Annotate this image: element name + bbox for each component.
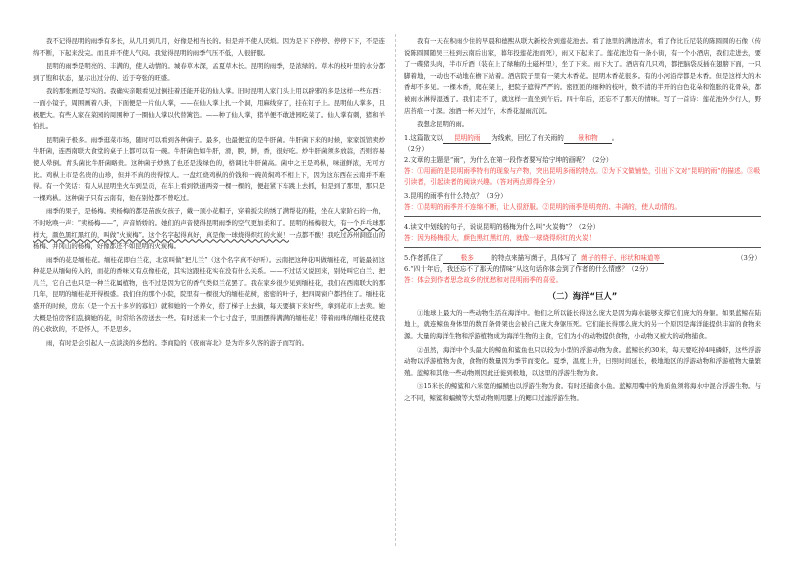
passage-paragraph bbox=[33, 206, 385, 252]
paragraph-text: 雨季的果子，是杨梅。卖杨梅的都是苗族女孩子，戴一顶小花帽子，穿着扳尖的绣了满帮花的鞋，坐在人家阶石的一角，不时吆唤一声：“卖杨梅——”，声音娇娇的。她们的声音使得昆明雨季的空气更加柔和了。昆明的杨梅很大， bbox=[33, 207, 385, 227]
question-text: 。 bbox=[611, 133, 619, 142]
right-column bbox=[404, 36, 761, 407]
question-text: 5.作者抓住了 bbox=[404, 253, 444, 262]
question-text: 6.“四十年后，我还忘不了那天的情味”从这句话你体会到了作者的什么情感？（2分） bbox=[404, 264, 653, 273]
answer-blank: 景和物 bbox=[564, 134, 612, 144]
passage-paragraph bbox=[33, 135, 385, 205]
answer-text: 体会到作者思念故乡的忧愁和对昆明雨季的喜爱。 bbox=[417, 275, 563, 284]
section-title: （二）海洋“巨人” bbox=[547, 290, 618, 301]
paragraph-text: 一点都不酸！我吃过苏州洞庭山的杨梅、井冈山的杨梅，好像都还不如昆明的火炭梅。 bbox=[33, 230, 385, 251]
answer-label: 答： bbox=[404, 166, 418, 175]
answer-2 bbox=[404, 166, 761, 188]
left-column bbox=[33, 36, 385, 351]
question-3 bbox=[404, 191, 761, 202]
answer-3 bbox=[404, 202, 761, 213]
answer-label: 答： bbox=[404, 275, 418, 284]
paragraph-text: 我的那张画是写实的。我确实亲眼看见过倒挂着还能开花的仙人掌。旧时昆明人家门头上用以辟邪的多是这样一些东西：一面小镜子，周围画着八卦，下面便是一片仙人掌，——在仙人掌上扎一个洞，用麻线穿了，挂在钉子上。昆明仙人掌多，且极肥大。有些人家在菜园的周围种了一圈仙人掌以代替篱笆。——种了仙人掌，猪羊便不敢进园吃菜了。仙人掌有刺，猪和羊怕扎。 bbox=[33, 87, 385, 131]
column-divider bbox=[395, 34, 396, 546]
right-intro bbox=[404, 36, 761, 131]
paragraph-text: 我不记得昆明的雨季有多长，从几月到几月，好像是相当长的。但是并不使人厌烦。因为是下下停停、停停下下，不是连绵不断，下起来没完。而且并不使人气闷。我觉得昆明的雨季气压不低，人很舒服。 bbox=[33, 37, 385, 57]
section-paragraphs bbox=[404, 308, 761, 405]
passage-paragraph: 我有一天在积雨少住的早晨和德熙从联大新校舍到莲花池去。看了池里的满池清水，看了作比丘尼装的陈圆圆的石像（传说陈圆圆随吴三桂到云南后出家，暮年投莲花池而死），雨又下起来了。莲花池边有一条小街，有一个小酒店，我们走进去，要了一碟猪头肉，半市斤酒（装在上了绿釉的土磁杯里），坐了下来。雨下大了。酒店有几只鸡，都把脑袋反插在翅膀下面，一只脚着地，一动也不动地在檐下站着。酒店院子里有一架大木香花。昆明木香花很多。有的小河沿岸都是木香。但是这样大的木香却不多见。一棵木香，爬在架上，把院子遮得严严的。密匝匝的细种的枝叶，数不清的半开的白色花朵和饱胀的花骨朵，都被雨水淋得湿透了。我们走不了，就这样一直坐到午后。四十年后，还忘不了那天的情味。写了一首诗：莲花池外少行人，野店苔痕一寸深。浊酒一杯天过午，木香花湿雨沉沉。 bbox=[404, 37, 761, 115]
passage-paragraph bbox=[33, 36, 385, 59]
question-5 bbox=[404, 253, 761, 264]
question-1 bbox=[404, 133, 761, 155]
passage-paragraph bbox=[33, 86, 385, 132]
question-2 bbox=[404, 155, 761, 166]
passage-paragraph bbox=[33, 255, 385, 336]
paragraph-text: 昆明的雨季是明亮的、丰满的，使人动情的。城春草木深，孟夏草木长。昆明的雨季，是浓绿的。草木的枝叶里的水分都到了饱和状态，显示出过分的、近于夸张的旺盛。 bbox=[33, 62, 385, 82]
answer-blank: 极多 bbox=[443, 254, 491, 264]
answer-text: ①用画的是昆明雨季特有的现象与产物，突出昆明多雨的特点。②为下文做铺垫，引出下文对“昆明的雨”的描述。③吸引读者，引起读者的阅读兴趣。（答对两点即得全分） bbox=[404, 166, 761, 186]
question-text: 为线索，回忆了有关雨的 bbox=[491, 133, 564, 142]
answer-line bbox=[404, 216, 761, 217]
paragraph-text: 昆明菌子极多。雨季逛菜市场，随时可以看到各种菌子。最多，也最便宜的是牛肝菌。牛肝菌下来的时候，家家饭馆卖炒牛肝菌，连西南联大食堂的桌子上都可以有一碗。牛肝菌色如牛肝，滑，腴，鲜，香，很好吃。炒牛肝菌须多放蒜，否则容易使人晕倒。青头菌比牛肝菌略贵。这种菌子炒熟了也还是浅绿色的，格调比牛肝菌高。菌中之王是鸡枞，味道鲜浓，无可方比。鸡枞上市是名贵的山珍，但并不真的贵得惊人。一盘红烧鸡枞的价钱和一碗黄焖鸡不相上下，因为这东西在云南并不难得。有一个笑话：有人从昆明坐火车到呈贡，在车上看到铁道两旁一棵一棵的，便赶紧下车跳上去抓，但是到了那里，那只是一棵鸡枞。这种菌子只有云南有，他在别处都不曾吃过。 bbox=[33, 135, 385, 202]
question-list bbox=[404, 133, 761, 286]
passage-paragraph: ②虽然，海洋中个头最大的鲸鱼和鲨鱼也只以较为小型的浮游动物为食。蓝鲸长约30米，每天要吃掉4吨磷虾，这些浮游动物以浮游植物为食，食物的数量因为季节而变化。夏季，温度上升，日照时间延长，极地地区的浮游动物和浮游植物大量繁殖。蓝鲸和其他一些动物则因此迁徙到极地，以这里的浮游生物为食。 bbox=[404, 345, 761, 377]
passage-paragraph: ①地球上最大的一些动物生活在海洋中。他们之所以能长得这么庞大是因为海水能够支撑它们庞大的身躯。如果蓝鲸在陆地上，就连鲸鱼身体里的数百条骨架也会被自己庞大身躯压死。它们能长得那么庞大的另一个原因是海洋能提供丰富的食物来源。大量的海洋生物和浮游植物成为海洋生物的主食，它们为小的动物提供食物，小动物又被大的动物捕食。 bbox=[404, 308, 761, 340]
question-score: （3分） bbox=[737, 253, 761, 262]
underlined-sentence: 有一个乒乓球那样大，颜色黑红黑红的，叫做“火炭梅”。这个名字起得真好，真是像一球烧得炽红的火炭！ bbox=[33, 218, 385, 239]
passage-paragraph bbox=[33, 338, 385, 350]
answer-label: 答： bbox=[404, 202, 418, 211]
question-text: 3.昆明的雨季有什么特点？（3分） bbox=[404, 191, 507, 200]
question-text: 1.这篇散文以 bbox=[404, 133, 444, 142]
paragraph-text: 雨，有时是会引起人一点淡淡的乡愁的。李商隐的《夜雨寄北》是为许多久客的游子而写的。 bbox=[46, 338, 309, 347]
answer-label: 答： bbox=[404, 233, 418, 242]
passage-paragraph: ③15米长的鲸鲨和六米宽的蝠鲼也以浮游生物为食。有时还捕食小鱼。蓝鲸用嘴中的角质鱼须将海水中混合浮游生物。与之不同，鲸鲨和蝠鲼等大型动物则用腮上的鳃口过滤浮游生物。 bbox=[404, 382, 761, 402]
answer-blank: 昆明的雨 bbox=[443, 134, 491, 144]
paragraph-text: 雨季的花是缅桂花。缅桂花即白兰花，北京叫做“把儿兰”（这个名字真不好听）。云南把这种花叫做缅桂花，可能最初这种花是从缅甸传入的，而花的香味又有点像桂花，其实这跟桂花实在没有什么关系。——不过话又说回来，别处叫它白兰、把儿兰，它自己也只是一种兰花属植物，也不过是因为它的香气类似兰花罢了。我在家乡很少见到缅桂花，我们在西南联大的那几年，昆明的缅桂花开得极盛。我们住的那个小院，院里有一棵很大的缅桂花树，密密的叶子，把四周窗户都挡住了。缅桂花盛开的时候，房东（是一个五十多岁的寡妇）就和她的一个养女，搭了梯子上去摘，每天要摘下来好些，拿到花市上去卖。她大概是怕房客们乱摘她的花，时常给各房送去一些。有时送来一个七寸盘子，里面摆得满满的缅桂花！带着雨珠的缅桂花使我的心软软的，不是怀人，不是思乡。 bbox=[33, 255, 385, 334]
answer-6 bbox=[404, 275, 761, 286]
passage-paragraph: 我想念昆明的雨。 bbox=[417, 120, 469, 129]
answer-text: ①昆明的雨季并不连绵不断，让人很舒服。②昆明的雨季是明亮的、丰满的，使人动情的。 bbox=[417, 202, 681, 211]
question-6 bbox=[404, 264, 761, 275]
answer-text: 因为杨梅很大，颜色黑红黑红的，就像一球烧得炽红的火炭！ bbox=[417, 233, 596, 242]
left-paragraphs bbox=[33, 36, 385, 349]
answer-blank: 菌子的样子、形状和味道等 bbox=[577, 254, 664, 264]
answer-4 bbox=[404, 233, 761, 244]
question-text: 2.文章的主题是“雨”，为什么在第一段作者要写给宁坤的画呢？（2分） bbox=[404, 155, 613, 164]
question-text: 的特点来描写菌子，具体写了 bbox=[491, 253, 577, 262]
passage-paragraph bbox=[33, 61, 385, 84]
question-4 bbox=[404, 222, 761, 233]
answer-line bbox=[404, 247, 761, 248]
question-text: 4.读文中划线的句子，说说昆明的杨梅为什么叫“火炭梅”？（2分） bbox=[404, 222, 600, 231]
question-score: （2分） bbox=[404, 144, 428, 153]
